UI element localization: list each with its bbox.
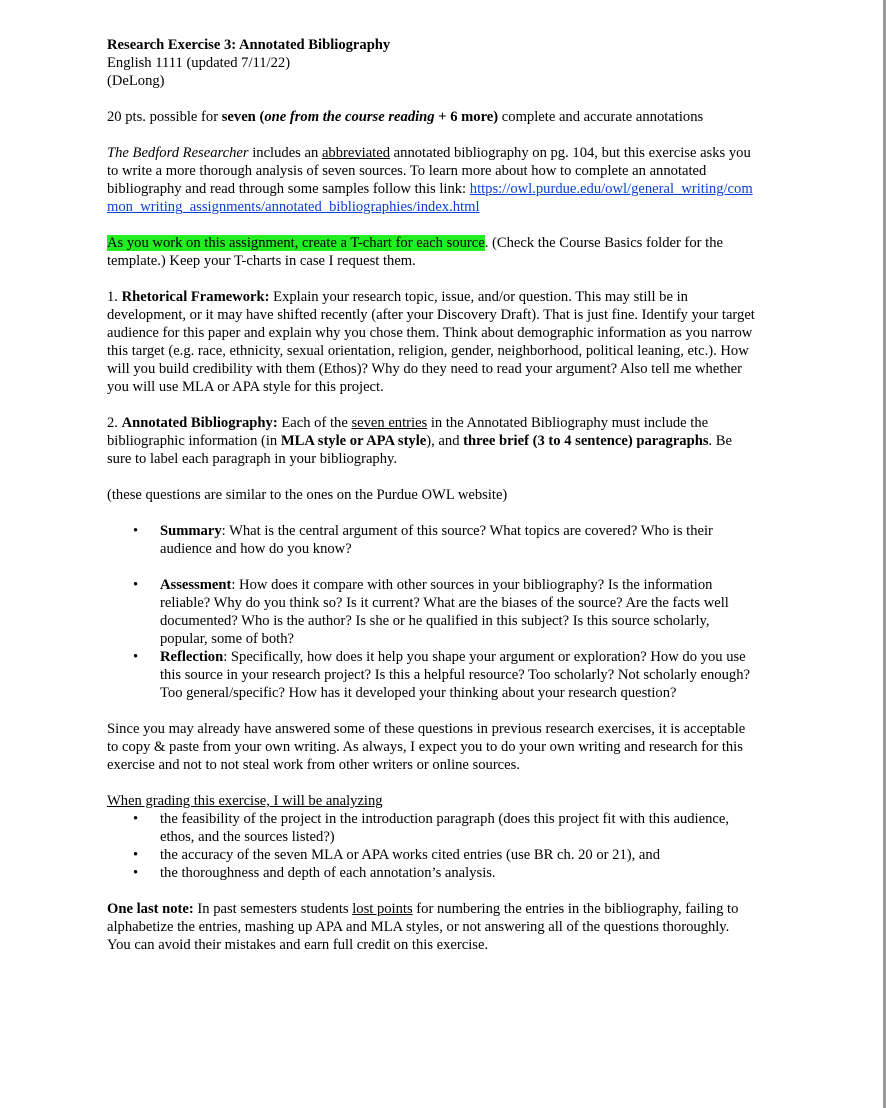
document-title: Research Exercise 3: Annotated Bibliography: [107, 37, 391, 53]
list-item: • Reflection: Specifically, how does it help you shape your argument or exploration? How do you use this source in your research project? Is this a helpful resource? Too scholarly? Not scholarly enough? Too general/specific? How has it developed your thinking about your research question?: [133, 649, 750, 701]
highlighted-instruction: As you work on this assignment, create a T-chart for each source: [107, 235, 485, 251]
bullet-icon: •: [133, 847, 139, 863]
grading-list: [107, 810, 755, 882]
intro-paragraph: The Bedford Researcher includes an abbreviated annotated bibliography on pg. 104, but this exercise asks you to write a more thorough analysis of seven sources. To learn more about how to complete an annotated bibliography and read through some samples follow this link: https://owl.purdue.edu/owl/general_writing/common_writing_assignments/annotated_bibliographies/index.html: [107, 145, 753, 215]
copy-paste-paragraph: Since you may already have answered some of these questions in previous research exercises, it is acceptable to copy & paste from your own writing. As always, I expect you to do your own writing and research for this exercise and not to not steal work from other writers or online sources.: [107, 721, 746, 773]
grading-heading: When grading this exercise, I will be analyzing: [107, 793, 383, 809]
bullet-icon: •: [133, 865, 139, 881]
bullet-icon: •: [133, 811, 139, 827]
list-item: • the feasibility of the project in the introduction paragraph (does this project fit with this audience, ethos, and the sources listed?): [133, 811, 729, 845]
document-body: [107, 36, 755, 954]
rhetorical-framework-paragraph: 1. Rhetorical Framework: Explain your research topic, issue, and/or question. This may still be in development, or it may have shifted recently (after your Discovery Draft). That is just fine. Identify your target audience for this paper and explain why you chose them. Think about demographic information as you narrow this target (e.g. race, ethnicity, sexual orientation, religion, gender, neighborhood, political leaning, etc.). How will you build credibility with them (Ethos)? Why do they need to read your argument? Also tell me whether you will use MLA or APA style for this project.: [107, 289, 755, 395]
course-line: English 1111 (updated 7/11/22): [107, 55, 291, 71]
instructor-line: (DeLong): [107, 73, 165, 89]
owl-note: (these questions are similar to the ones on the Purdue OWL website): [107, 487, 508, 503]
bullet-icon: •: [133, 577, 139, 593]
purdue-owl-link[interactable]: https://owl.purdue.edu/owl/general_writing/common_writing_assignments/annotated_bibliographies/index.html: [107, 181, 753, 215]
bullet-icon: •: [133, 649, 139, 665]
list-item: • Summary: What is the central argument of this source? What topics are covered? Who is their audience and how do you know?: [133, 523, 713, 557]
list-item: • Assessment: How does it compare with other sources in your bibliography? Is the information reliable? Why do you think so? Is it current? What are the biases of the source? Are the facts well documented? Who is the author? Is she or he qualified in this subject? Is this source scholarly, popular, some of both?: [133, 577, 729, 647]
tchart-paragraph: As you work on this assignment, create a T-chart for each source. (Check the Course Basics folder for the template.) Keep your T-charts in case I request them.: [107, 235, 723, 269]
annotated-bibliography-paragraph: 2. Annotated Bibliography: Each of the seven entries in the Annotated Bibliography must include the bibliographic information (in MLA style or APA style), and three brief (3 to 4 sentence) paragraphs. Be sure to label each paragraph in your bibliography.: [107, 415, 733, 467]
question-list: [107, 522, 755, 702]
last-note-paragraph: One last note: In past semesters students lost points for numbering the entries in the bibliography, failing to alphabetize the entries, mashing up APA and MLA styles, or not answering all of the questions thoroughly. You can avoid their mistakes and earn full credit on this exercise.: [107, 901, 739, 953]
bullet-icon: •: [133, 523, 139, 539]
list-item: • the accuracy of the seven MLA or APA works cited entries (use BR ch. 20 or 21), and: [133, 847, 660, 863]
list-item: • the thoroughness and depth of each annotation’s analysis.: [133, 865, 496, 881]
points-line: 20 pts. possible for seven (one from the course reading + 6 more) complete and accurate annotations: [107, 109, 704, 125]
